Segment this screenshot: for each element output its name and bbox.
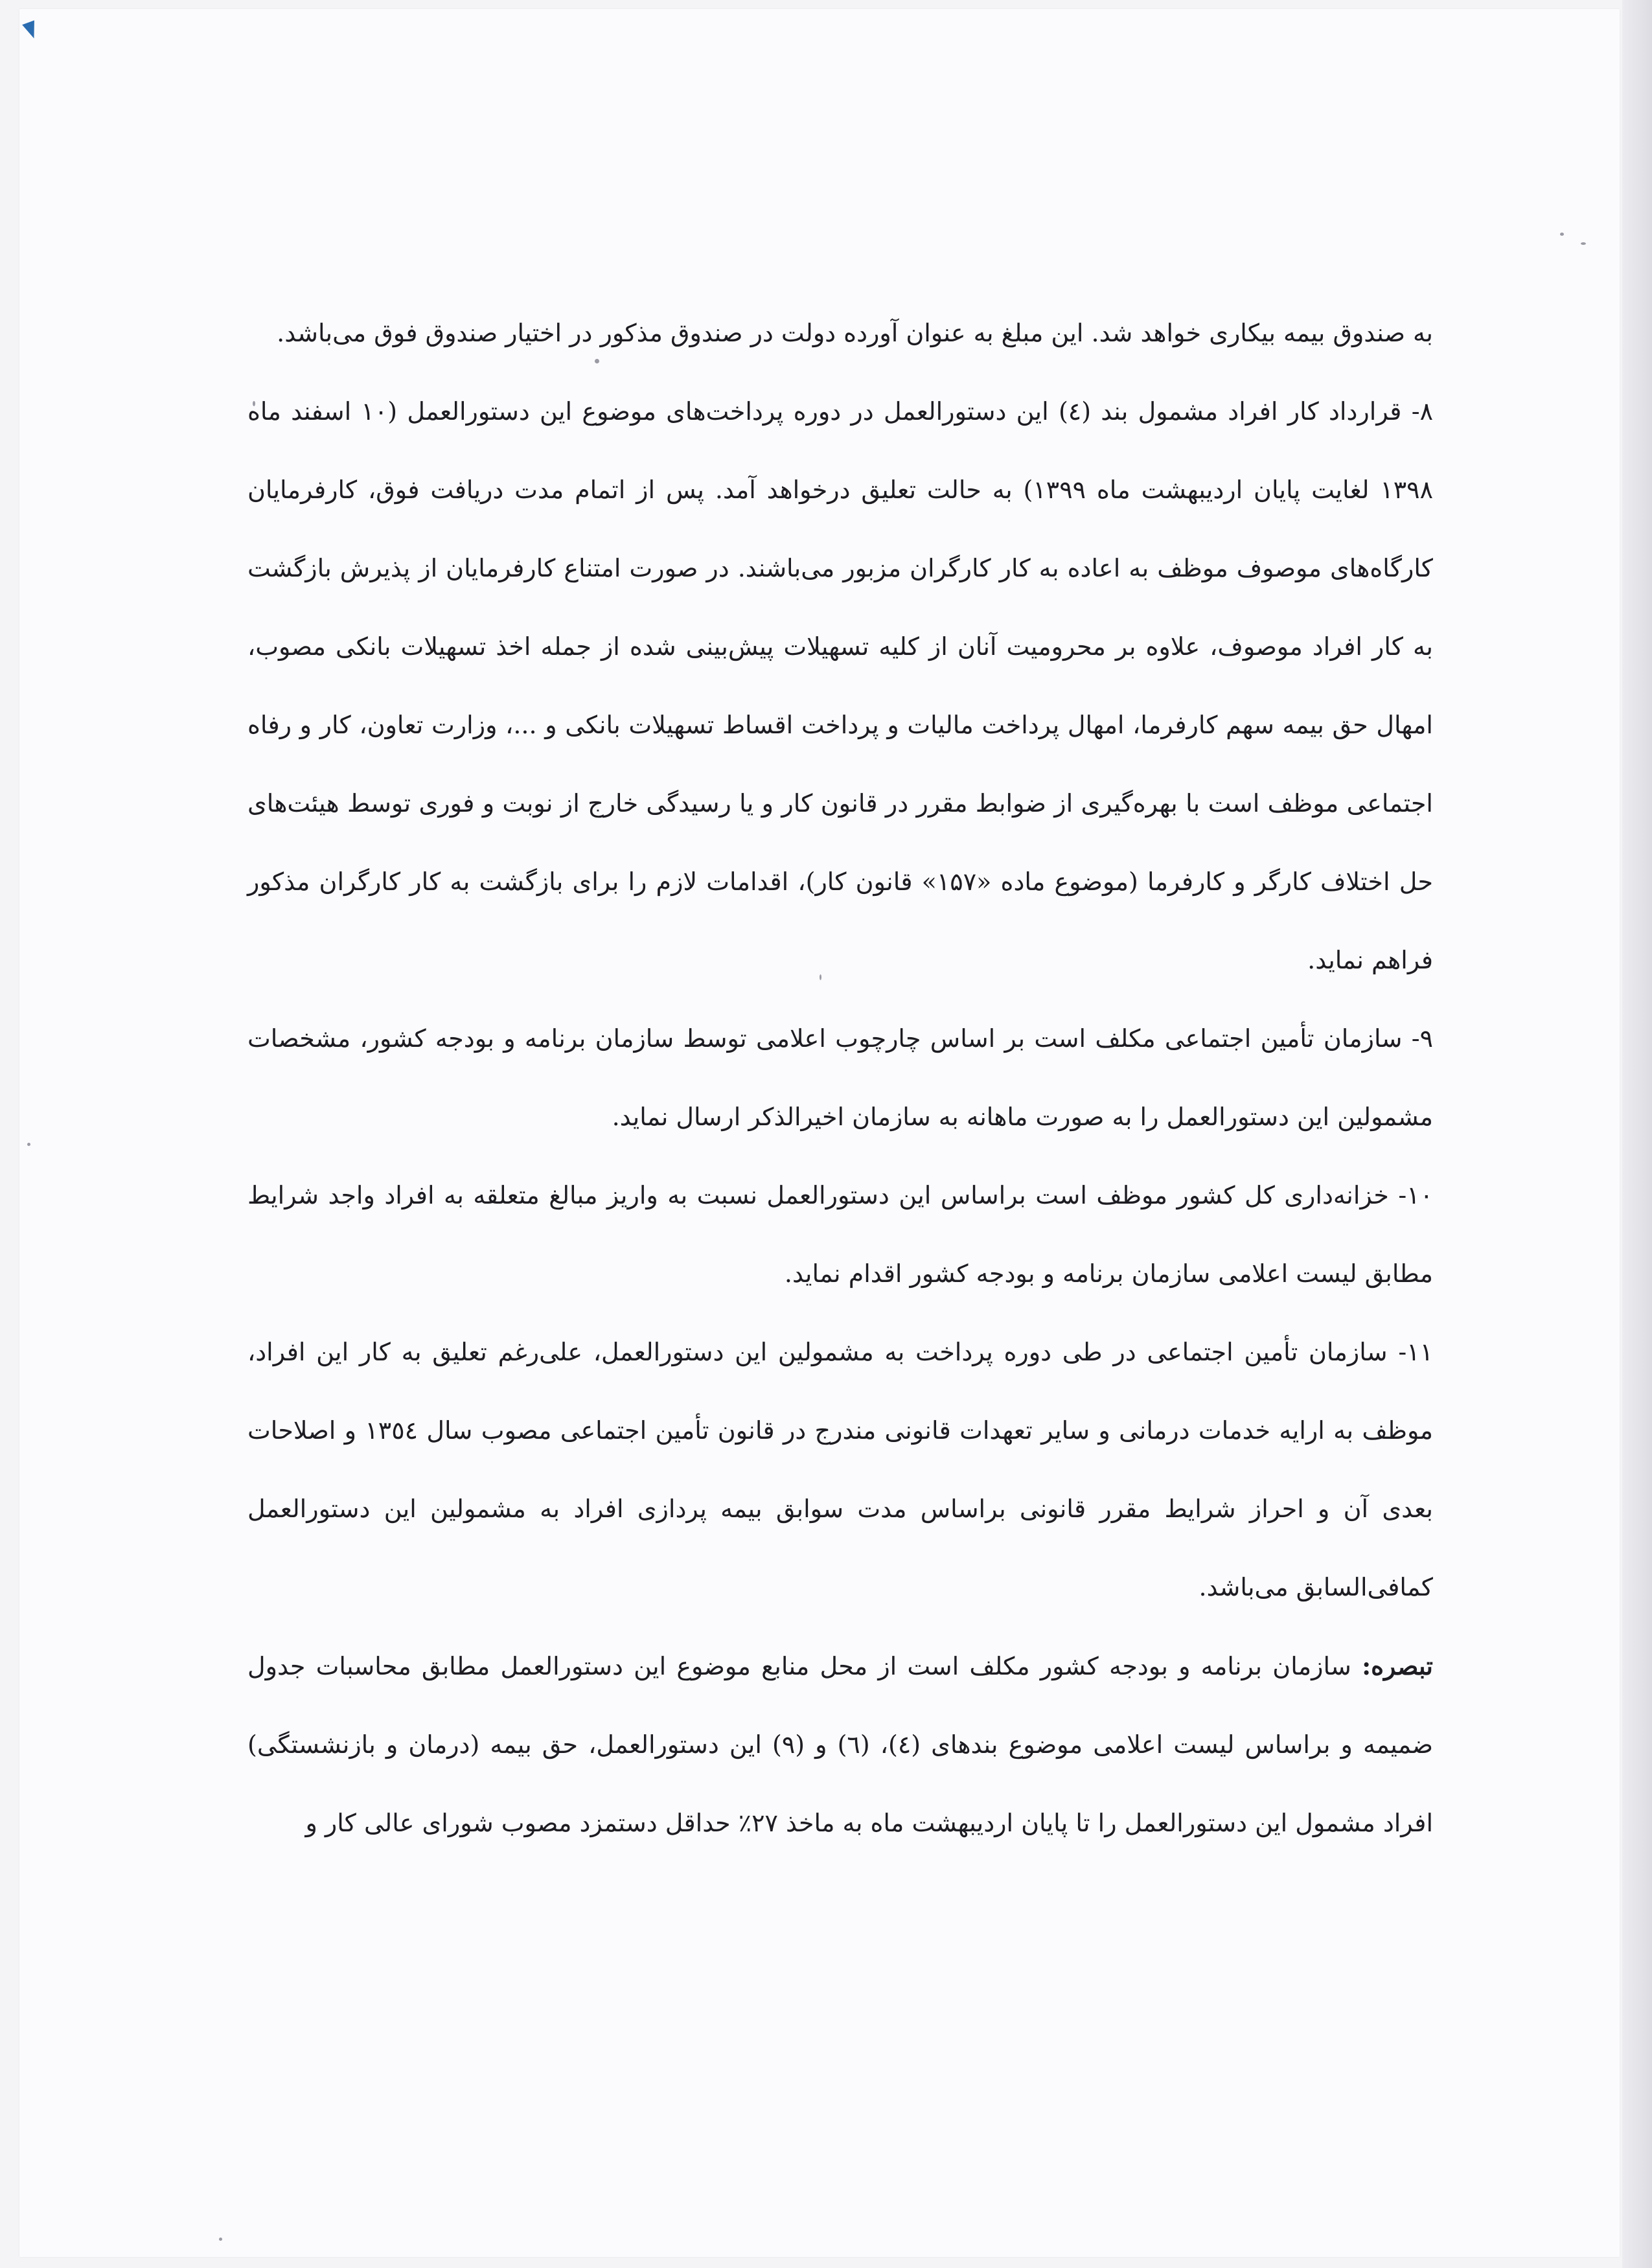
paragraph-10	[247, 1156, 1433, 1313]
paragraph-text: سازمان برنامه و بودجه کشور مکلف است از محل منابع موضوع این دستورالعمل مطابق محاسبات جدول ضمیمه و براساس لیست اعلامی موضوع بندهای (٤)، (٦) و (۹) این دستورالعمل، حق بیمه (درمان و بازنشستگی) افراد مشمول این دستورالعمل را تا پایان اردیبهشت ماه به ماخذ ۲۷٪ حداقل دستمزد مصوب شورای عالی کار و	[247, 1652, 1433, 1837]
paragraph-text: ۸- قرارداد کار افراد مشمول بند (٤) این دستورالعمل در دوره پرداخت‌های موضوع این دستورالعمل (۱۰ اسفند ماه ۱۳۹۸ لغایت پایان اردیبهشت ماه ۱۳۹۹) به حالت تعلیق درخواهد آمد. پس از اتمام مدت دریافت فوق، کارفرمایان کارگاه‌های موصوف موظف به اعاده به کار کارگران مزبور می‌باشند. در صورت امتناع کارفرمایان از پذیرش بازگشت به کار افراد موصوف، علاوه بر محرومیت آنان از کلیه تسهیلات پیش‌بینی شده از جمله اخذ تسهیلات بانکی مصوب، امهال حق بیمه سهم کارفرما، امهال پرداخت مالیات و پرداخت اقساط تسهیلات بانکی و ...، وزارت تعاون، کار و رفاه اجتماعی موظف است با بهره‌گیری از ضوابط مقرر در قانون کار و یا رسیدگی خارج از نوبت و فوری توسط هیئت‌های حل اختلاف کارگر و کارفرما (موضوع ماده «۱۵۷» قانون کار)، اقدامات لازم را برای بازگشت به کار کارگران مذکور فراهم نماید.	[247, 397, 1433, 974]
scan-speck	[1560, 233, 1564, 236]
scan-speck	[27, 1143, 30, 1146]
scan-speck	[219, 2238, 222, 2241]
scan-speck	[1581, 242, 1586, 245]
document-body	[247, 294, 1433, 1862]
paragraph-text: ۱۰- خزانه‌داری کل کشور موظف است براساس این دستورالعمل نسبت به واریز مبالغ متعلقه به افراد واجد شرایط مطابق لیست اعلامی سازمان برنامه و بودجه کشور اقدام نماید.	[247, 1181, 1433, 1288]
document-page	[19, 9, 1620, 2257]
corner-mark-icon	[22, 20, 40, 40]
paragraph-text: ۱۱- سازمان تأمین اجتماعی در طی دوره پرداخت به مشمولین این دستورالعمل، علی‌رغم تعلیق به کار این افراد، موظف به ارایه خدمات درمانی و سایر تعهدات قانونی مندرج در قانون تأمین اجتماعی مصوب سال ۱۳٥٤ و اصلاحات بعدی آن و احراز شرایط مقرر قانونی براساس مدت سوابق بیمه پردازی افراد به مشمولین این دستورالعمل کمافی‌السابق می‌باشد.	[247, 1338, 1433, 1601]
paragraph-intro	[247, 294, 1433, 372]
paragraph-9	[247, 1000, 1433, 1156]
scan-edge-shadow	[1622, 0, 1652, 2268]
paragraph-text: ۹- سازمان تأمین اجتماعی مکلف است بر اساس چارچوب اعلامی توسط سازمان برنامه و بودجه کشور، مشخصات مشمولین این دستورالعمل را به صورت ماهانه به سازمان اخیرالذکر ارسال نماید.	[247, 1024, 1433, 1131]
note-label: تبصره:	[1362, 1651, 1433, 1680]
paragraph-text: به صندوق بیمه بیکاری خواهد شد. این مبلغ به عنوان آورده دولت در صندوق مذکور در اختیار صندوق فوق می‌باشد.	[277, 319, 1433, 347]
paragraph-8	[247, 372, 1433, 1000]
paragraph-11	[247, 1313, 1433, 1627]
paragraph-note	[247, 1627, 1433, 1862]
